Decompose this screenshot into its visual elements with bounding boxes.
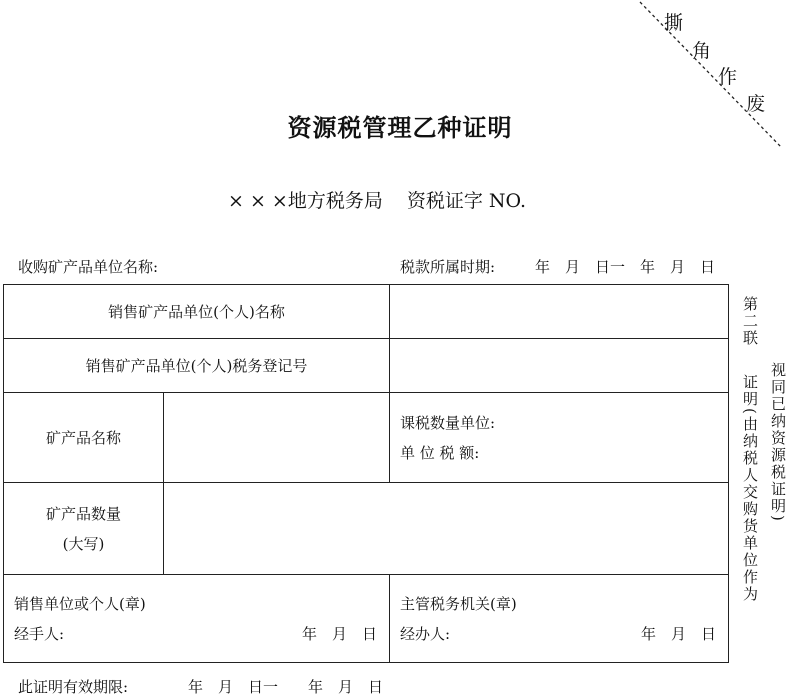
purpose-text-1: 证明(由纳税人交购货单位作为 [741,374,759,603]
tax-unit-cell [390,393,729,483]
issuer-name: × × ×地方税务局 [228,190,383,212]
buyer-name-label: 收购矿产品单位名称: [18,258,159,276]
copy-label: 第二联 [741,296,759,347]
tax-unit-label: 课税数量单位: [400,413,496,432]
tear-off-char: 废 [746,93,766,115]
certificate-number-label: 资税证字 NO. [406,190,527,212]
seller-seal-label: 销售单位或个人(章) [14,594,146,613]
seller-name-value[interactable] [390,285,729,339]
seller-name-label: 销售矿产品单位(个人)名称 [4,285,390,339]
quantity-label: 矿产品数量 [45,504,121,523]
unit-tax-label: 单 位 税 额: [400,443,480,462]
tax-period-label: 税款所属时期: [400,258,496,276]
tear-off-char: 撕 [664,12,684,34]
validity-label: 此证明有效期限: [18,678,129,696]
subtitle [228,186,526,213]
tear-off-char: 作 [718,66,738,88]
table-row [4,339,729,393]
certificate-form [3,284,729,663]
purpose-text-2: 视同已纳资源税证明) [769,362,787,523]
tax-period-dates: 年 月 日一 年 月 日 [535,258,716,276]
seller-registration-label: 销售矿产品单位(个人)税务登记号 [4,339,390,393]
tear-off-char: 角 [692,40,712,62]
product-name-label: 矿产品名称 [4,393,164,483]
tax-office-cell [390,575,729,663]
table-row [4,285,729,339]
quantity-value[interactable] [164,483,729,575]
seller-seal-cell [4,575,390,663]
quantity-label-cell [4,483,164,575]
quantity-sub-label: (大写) [62,534,105,553]
handler-date: 年 月 日 [301,624,377,643]
seller-registration-value[interactable] [390,339,729,393]
table-row [4,483,729,575]
officer-date: 年 月 日 [640,624,716,643]
document-title: 资源税管理乙种证明 [287,114,513,142]
table-row [4,393,729,483]
handler-label: 经手人: [14,624,65,643]
product-name-value[interactable] [164,393,390,483]
tax-office-label: 主管税务机关(章) [400,594,517,613]
table-row [4,575,729,663]
officer-label: 经办人: [400,624,451,643]
validity-dates: 年 月 日一 年 月 日 [188,678,384,696]
